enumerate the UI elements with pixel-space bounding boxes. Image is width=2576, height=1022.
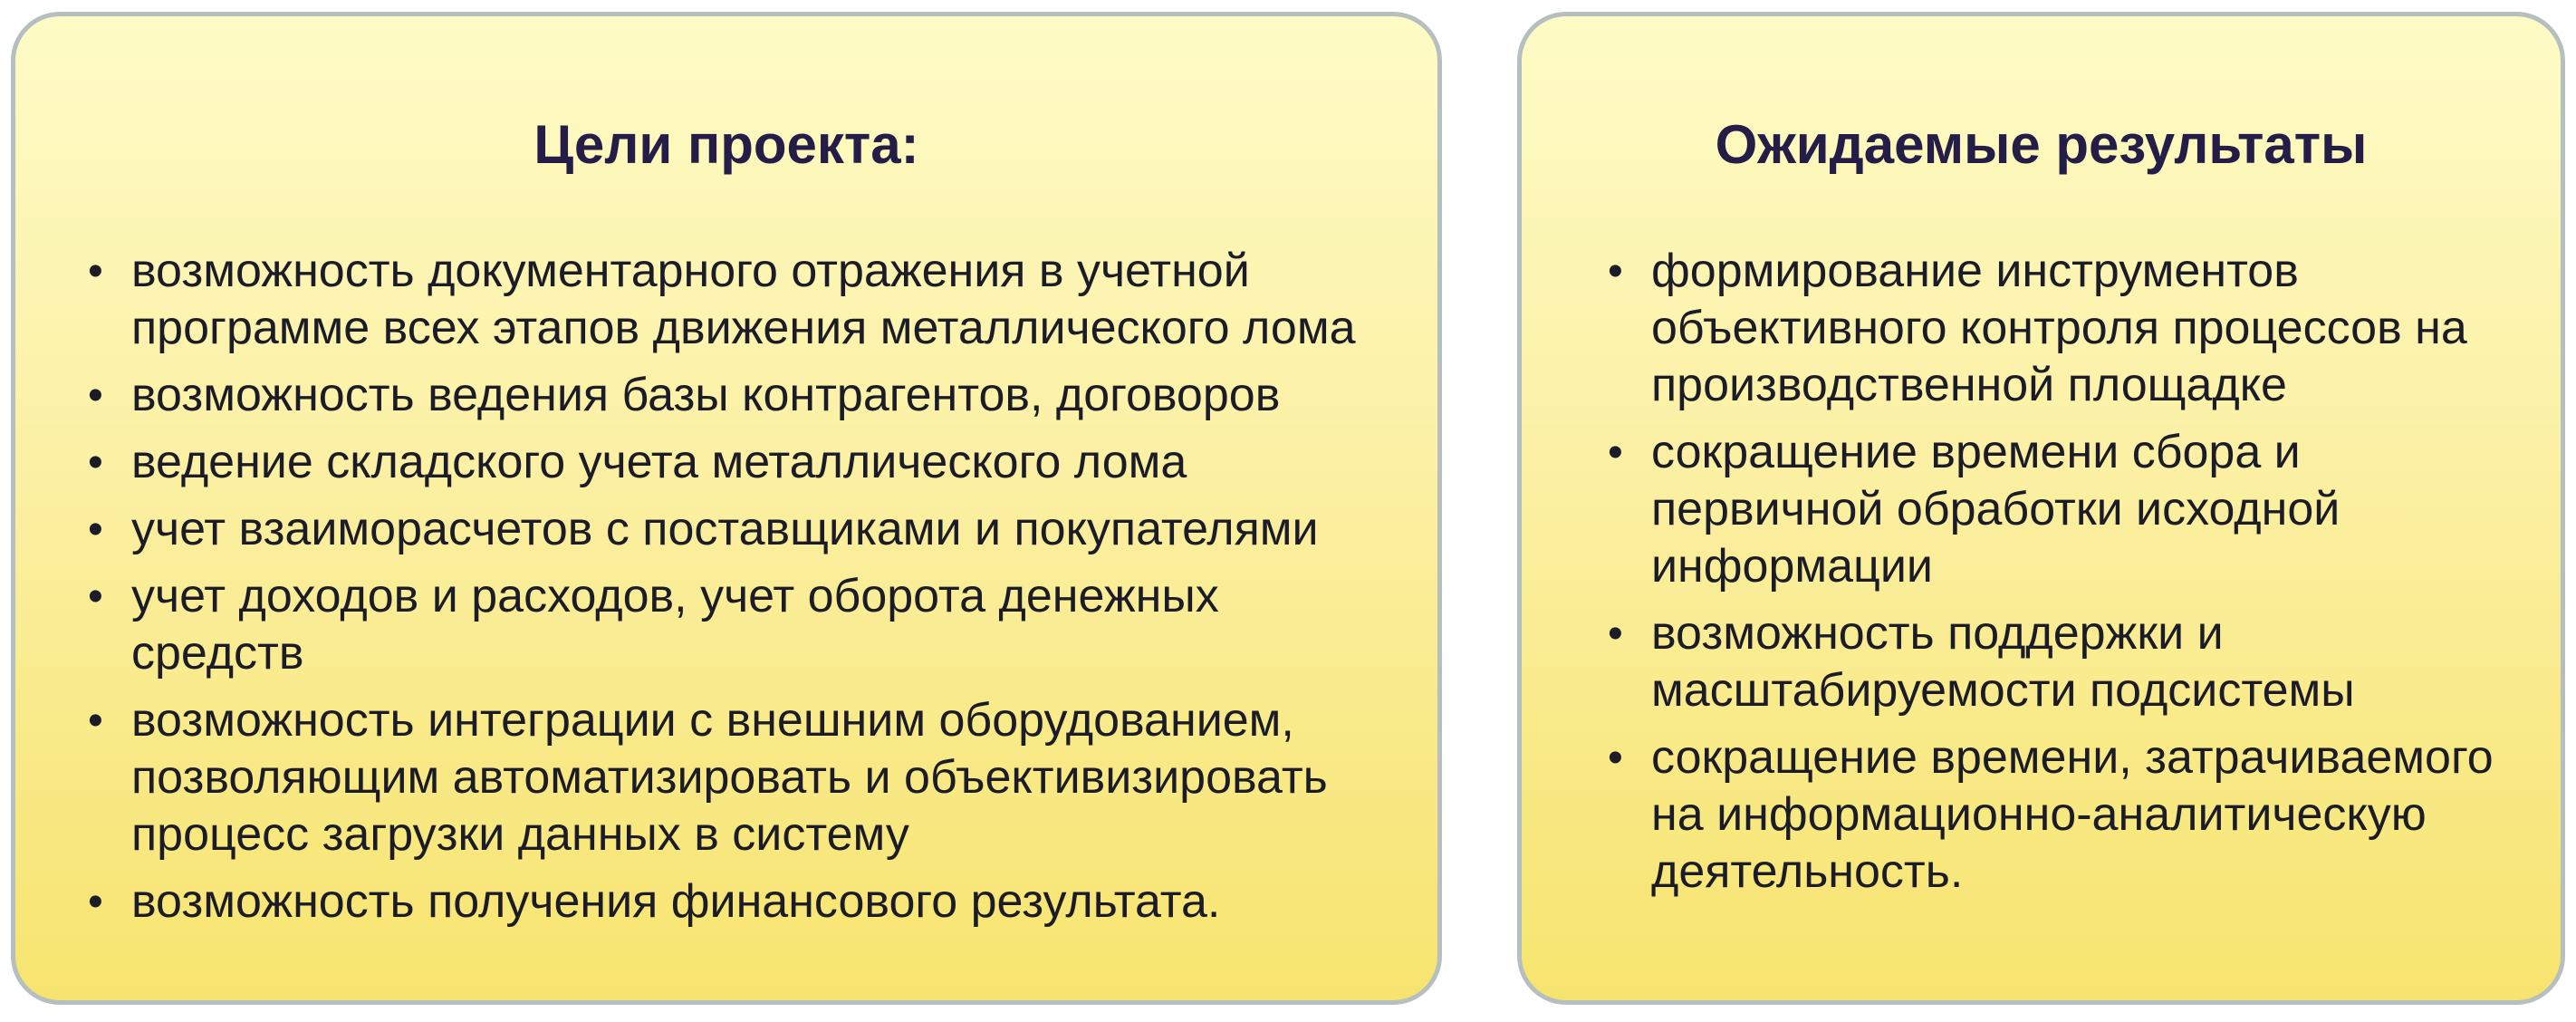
bullet-icon: •: [1608, 247, 1623, 295]
list-item-text: учет взаиморасчетов с поставщиками и покупателями: [131, 503, 1319, 555]
expected-results-list: [1608, 243, 2524, 911]
list-item-text: ведение складского учета металлического лома: [131, 436, 1187, 488]
list-item-text: возможность получения финансового результата.: [131, 875, 1221, 928]
bullet-icon: •: [1608, 610, 1623, 658]
list-item: [88, 568, 1383, 682]
list-item: [88, 367, 1383, 424]
list-item-text: сокращение времени сбора и первичной обработки исходной информации: [1651, 426, 2341, 593]
list-item: [88, 434, 1383, 491]
bullet-icon: •: [88, 371, 103, 419]
bullet-icon: •: [1608, 429, 1623, 477]
list-item: [1608, 605, 2524, 719]
project-goals-list: [88, 243, 1383, 940]
list-item: [1608, 243, 2524, 414]
list-item: [88, 873, 1383, 930]
bullet-icon: •: [88, 878, 103, 926]
list-item: [88, 501, 1383, 558]
list-item: [88, 692, 1383, 863]
bullet-icon: •: [88, 247, 103, 295]
expected-results-title: Ожидаемые результаты: [1715, 114, 2368, 175]
list-item-text: сокращение времени, затрачиваемого на информационно-аналитическую деятельность.: [1651, 731, 2494, 898]
bullet-icon: •: [88, 697, 103, 745]
project-goals-title: Цели проекта:: [533, 114, 919, 175]
project-goals-panel: [11, 12, 1442, 1005]
expected-results-panel: [1517, 12, 2565, 1005]
list-item-text: формирование инструментов объективного контроля процессов на производственной площадке: [1651, 245, 2467, 411]
bullet-icon: •: [88, 506, 103, 554]
list-item: [1608, 729, 2524, 901]
bullet-icon: •: [88, 573, 103, 621]
list-item-text: возможность поддержки и масштабируемости подсистемы: [1651, 607, 2355, 717]
bullet-icon: •: [1608, 734, 1623, 782]
list-item-text: возможность документарного отражения в учетной программе всех этапов движения металлического лома: [131, 245, 1356, 354]
list-item: [88, 243, 1383, 357]
list-item-text: учет доходов и расходов, учет оборота денежных средств: [131, 570, 1219, 680]
list-item: [1608, 424, 2524, 595]
list-item-text: возможность ведения базы контрагентов, договоров: [131, 369, 1281, 421]
bullet-icon: •: [88, 439, 103, 487]
list-item-text: возможность интеграции с внешним оборудованием, позволяющим автоматизировать и объективизировать процесс загрузки данных в систему: [131, 694, 1328, 861]
